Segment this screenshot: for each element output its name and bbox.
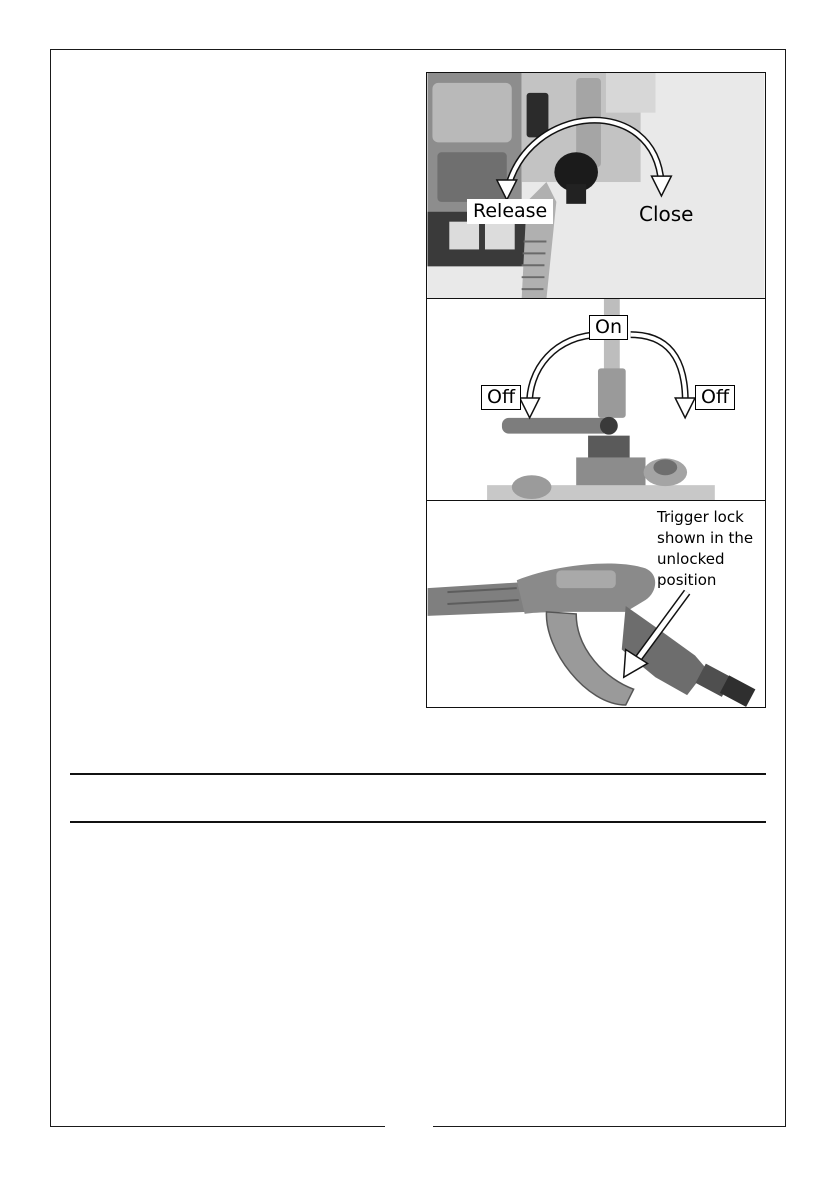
trigger-lock-line-2: shown in the — [657, 529, 754, 547]
figure-pressure-valve — [426, 72, 766, 300]
release-label: Release — [467, 199, 553, 224]
off-left-label: Off — [481, 385, 521, 410]
trigger-lock-line-1: Trigger lock — [657, 508, 744, 526]
figure-water-tap — [426, 298, 766, 502]
figure-trigger-lock — [426, 500, 766, 708]
footer-gap — [385, 1120, 433, 1134]
trigger-lock-line-3: unlocked — [657, 550, 725, 568]
trigger-lock-line-4: position — [657, 571, 717, 589]
section-rule-top — [70, 773, 766, 775]
off-right-label: Off — [695, 385, 735, 410]
section-rule-bottom — [70, 821, 766, 823]
on-label: On — [589, 315, 628, 340]
valve-photo — [427, 73, 765, 299]
close-label: Close — [639, 202, 694, 226]
